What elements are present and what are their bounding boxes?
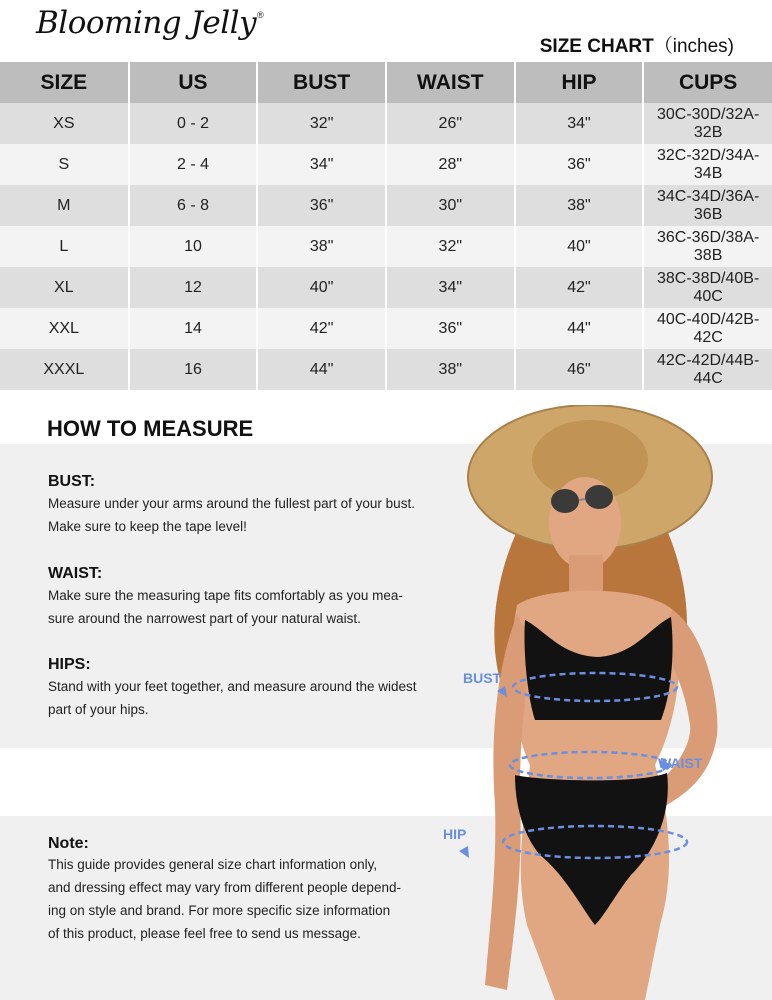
cell-hip: 46" (515, 349, 644, 390)
cell-cups: 36C-36D/38A-38B (643, 226, 772, 267)
waist-heading: WAIST: (48, 565, 103, 582)
note-line-1: This guide provides general size chart information only, (48, 857, 378, 872)
hip-figure-label: HIP (443, 826, 467, 842)
cell-us: 16 (129, 349, 258, 390)
cell-size: S (0, 144, 129, 185)
bust-figure-label: BUST (463, 670, 502, 686)
size-chart-label: SIZE CHART (539, 36, 654, 57)
cell-cups: 42C-42D/44B-44C (643, 349, 772, 390)
table-row (0, 103, 772, 144)
brand-name: Blooming Jelly (36, 5, 257, 41)
cell-waist: 38" (386, 349, 515, 390)
cell-bust: 42" (257, 308, 386, 349)
how-to-measure-title: HOW TO MEASURE (47, 416, 254, 441)
cell-size: XS (0, 103, 129, 144)
cell-cups: 34C-34D/36A-36B (643, 185, 772, 226)
hips-line-1: Stand with your feet together, and measure around the widest (48, 679, 417, 694)
table-row (0, 185, 772, 226)
note-line-3: ing on style and brand. For more specific size information (48, 903, 391, 918)
cell-cups: 40C-40D/42B-42C (643, 308, 772, 349)
registered-mark: ® (257, 10, 264, 20)
hips-instructions (48, 675, 448, 721)
cell-waist: 34" (386, 267, 515, 308)
table-row (0, 144, 772, 185)
note-text (48, 853, 428, 945)
cell-bust: 38" (257, 226, 386, 267)
bust-line-1: Measure under your arms around the fullest part of your bust. (48, 496, 415, 511)
cell-cups: 38C-38D/40B-40C (643, 267, 772, 308)
header-waist: WAIST (386, 62, 515, 103)
table-row (0, 308, 772, 349)
header-size: SIZE (0, 62, 129, 103)
cell-waist: 36" (386, 308, 515, 349)
note-heading: Note: (48, 835, 89, 852)
model-photo (435, 405, 772, 1000)
cell-size: XXL (0, 308, 129, 349)
table-row (0, 267, 772, 308)
table-row (0, 349, 772, 390)
cell-size: L (0, 226, 129, 267)
cell-hip: 42" (515, 267, 644, 308)
header-hip: HIP (515, 62, 644, 103)
cell-cups: 30C-30D/32A-32B (643, 103, 772, 144)
size-chart-title (540, 31, 734, 58)
hips-line-2: part of your hips. (48, 702, 149, 717)
cell-size: XL (0, 267, 129, 308)
cell-hip: 40" (515, 226, 644, 267)
size-chart-unit: （inches) (653, 36, 734, 57)
waist-line-2: sure around the narrowest part of your natural waist. (48, 611, 361, 626)
brand-logo (36, 0, 264, 52)
cell-size: XXXL (0, 349, 129, 390)
cell-us: 12 (129, 267, 258, 308)
table-row (0, 226, 772, 267)
waist-line-1: Make sure the measuring tape fits comfortably as you mea- (48, 588, 403, 603)
cell-bust: 32" (257, 103, 386, 144)
cell-bust: 36" (257, 185, 386, 226)
cell-waist: 32" (386, 226, 515, 267)
hip-arrow-icon (459, 846, 469, 858)
cell-hip: 34" (515, 103, 644, 144)
hips-heading: HIPS: (48, 656, 91, 673)
cell-hip: 44" (515, 308, 644, 349)
bust-instructions (48, 492, 448, 538)
cell-size: M (0, 185, 129, 226)
waist-instructions (48, 584, 448, 630)
cell-us: 0 - 2 (129, 103, 258, 144)
cell-waist: 28" (386, 144, 515, 185)
cell-hip: 38" (515, 185, 644, 226)
size-table (0, 62, 772, 390)
cell-us: 10 (129, 226, 258, 267)
waist-figure-label: WAIST (658, 755, 703, 771)
note-line-2: and dressing effect may vary from different people depend- (48, 880, 401, 895)
cell-waist: 30" (386, 185, 515, 226)
cell-bust: 40" (257, 267, 386, 308)
header-us: US (129, 62, 258, 103)
header-cups: CUPS (643, 62, 772, 103)
note-line-4: of this product, please feel free to send us message. (48, 926, 361, 941)
cell-cups: 32C-32D/34A-34B (643, 144, 772, 185)
table-header-row (0, 62, 772, 103)
cell-bust: 34" (257, 144, 386, 185)
cell-bust: 44" (257, 349, 386, 390)
cell-hip: 36" (515, 144, 644, 185)
cell-us: 2 - 4 (129, 144, 258, 185)
bust-line-2: Make sure to keep the tape level! (48, 519, 247, 534)
header-bust: BUST (257, 62, 386, 103)
cell-us: 14 (129, 308, 258, 349)
bust-heading: BUST: (48, 473, 96, 490)
cell-us: 6 - 8 (129, 185, 258, 226)
cell-waist: 26" (386, 103, 515, 144)
